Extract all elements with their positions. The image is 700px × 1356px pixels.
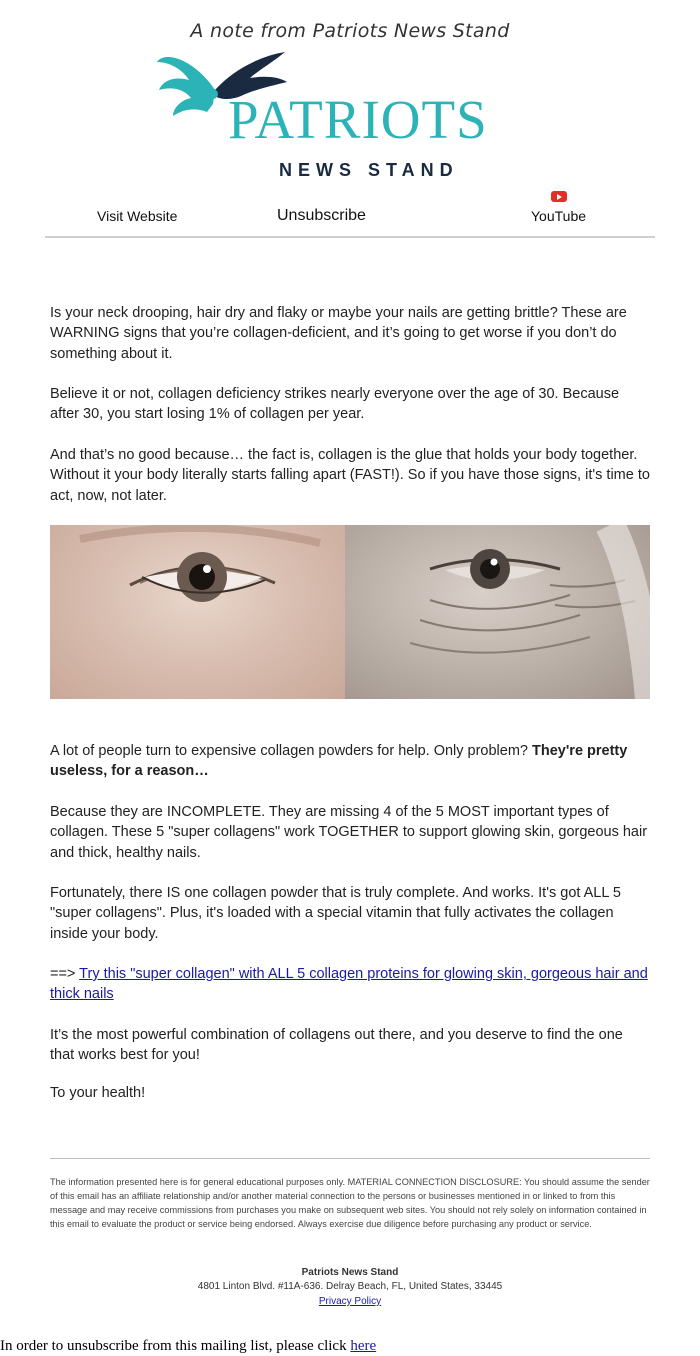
sign-off: To your health! bbox=[50, 1085, 146, 1101]
paragraph-powders bbox=[50, 741, 650, 782]
unsubscribe-text: In order to unsubscribe from this mailing list, please click bbox=[0, 1338, 351, 1354]
unsubscribe-link[interactable]: Unsubscribe bbox=[277, 207, 366, 224]
footer-company-name: Patriots News Stand bbox=[301, 1267, 399, 1278]
privacy-policy-link[interactable]: Privacy Policy bbox=[318, 1296, 382, 1307]
footer-address: 4801 Linton Blvd. #11A-636. Delray Beach, FL, United States, 33445 bbox=[197, 1281, 503, 1292]
visit-website-link[interactable]: Visit Website bbox=[97, 208, 178, 224]
paragraph-incomplete: Because they are INCOMPLETE. They are missing 4 of the 5 MOST important types of collagen. These 5 "super collagens" work TOGETHER to support glowing skin, gorgeous hair and thick, healthy nails. bbox=[50, 804, 648, 861]
offer-link[interactable]: Try this "super collagen" with ALL 5 collagen proteins for glowing skin, gorgeous hair and thick nails bbox=[50, 966, 648, 1003]
paragraph-glue: And that’s no good because… the fact is, collagen is the glue that holds your body together. Without it your body literally starts falling apart (FAST!). So if you have those signs, it's time to act, now, not later. bbox=[50, 447, 650, 504]
logo-wordmark: PATRIOTS bbox=[228, 89, 488, 150]
paragraph-powerful: It’s the most powerful combination of collagens out there, and you deserve to find the one that works best for you! bbox=[50, 1027, 623, 1064]
footer-privacy bbox=[0, 1296, 700, 1307]
offer-arrow: ==> bbox=[50, 966, 80, 982]
youtube-icon[interactable] bbox=[551, 191, 567, 202]
paragraph-offer bbox=[50, 964, 650, 1005]
eyes-illustration bbox=[50, 525, 650, 699]
paragraph-complete: Fortunately, there IS one collagen powder that is truly complete. And works. It's got ALL 5 "super collagens". Plus, it's loaded with a special vitamin that fully activates the collagen inside your body. bbox=[50, 885, 621, 942]
hero-image-eyes bbox=[50, 525, 650, 699]
brand-logo[interactable] bbox=[155, 50, 550, 185]
logo-subtitle: NEWS STAND bbox=[279, 160, 459, 180]
footer-divider bbox=[50, 1158, 650, 1159]
unsubscribe-line bbox=[0, 1338, 376, 1355]
header-note: A note from Patriots News Stand bbox=[190, 20, 510, 42]
youtube-link[interactable]: YouTube bbox=[531, 208, 587, 224]
footer-disclaimer: The information presented here is for general educational purposes only. MATERIAL CONNECTION DISCLOSURE: You should assume the sender of this email has an affiliate relationship and/or another material connection to the persons or businesses mentioned in or linked to from this message and may receive commissions from purchases you make on subsequent web sites. You should not rely solely on information contained in this email to evaluate the product or service being endorsed. Always exercise due diligence before purchasing any product or service. bbox=[50, 1177, 650, 1229]
paragraph-powders-emphasis: They're pretty useless, for a reason… bbox=[50, 743, 628, 780]
unsubscribe-here-link[interactable]: here bbox=[350, 1338, 377, 1354]
paragraph-deficiency: Believe it or not, collagen deficiency strikes nearly everyone over the age of 30. Because after 30, you start losing 1% of collagen per year. bbox=[50, 386, 620, 423]
paragraph-powders-lead: A lot of people turn to expensive collagen powders for help. Only problem? bbox=[50, 743, 533, 759]
paragraph-warning-signs: Is your neck drooping, hair dry and flaky or maybe your nails are getting brittle? These are WARNING signs that you’re collagen-deficient, and it’s going to get worse if you don’t do something about it. bbox=[50, 305, 627, 362]
top-navigation bbox=[45, 188, 655, 238]
